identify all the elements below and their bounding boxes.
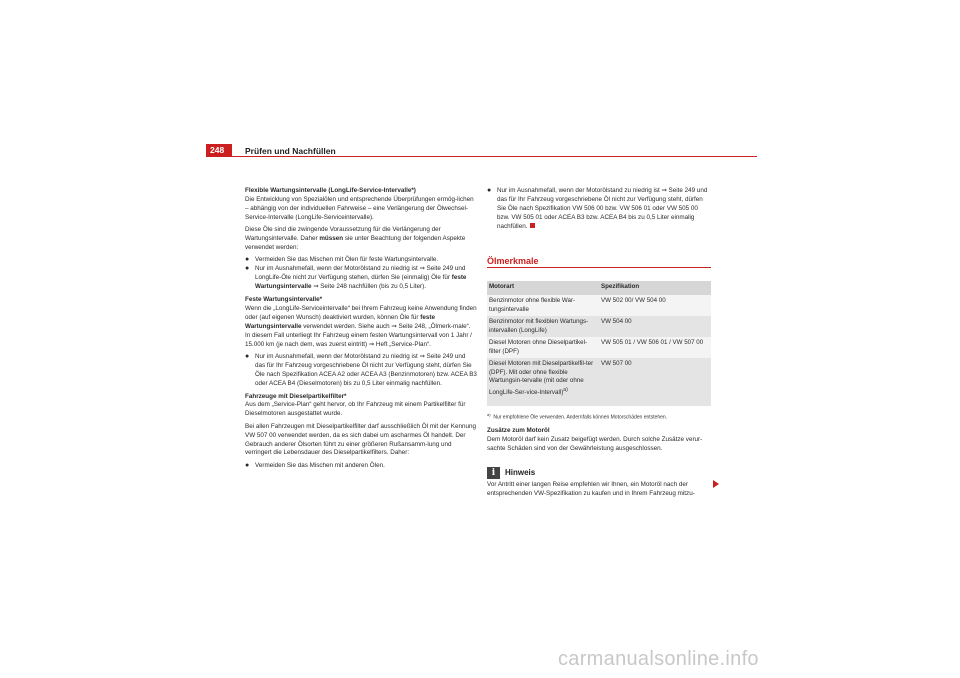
- paragraph: Aus dem „Service-Plan“ geht hervor, ob Ihr Fahrzeug mit einem Partikelfilter für Dieselmotoren ausgestattet wurde.: [245, 401, 466, 418]
- text: Wenn die „LongLife-Serviceintervalle“ bei Ihrem Fahrzeug keine Anwendung finden oder (auf eigenen Wunsch) deaktiviert wurden, können Öle für: [245, 304, 477, 321]
- note-text: Vor Antritt einer langen Reise empfehlen wir Ihnen, ein Motoröl nach der entsprechenden VW-Spezifikation zu kaufen und in Ihrem Fahrzeug mitzu-: [487, 481, 695, 497]
- bullet-item: [245, 256, 477, 265]
- cell-spec: VW 504 00: [599, 316, 711, 337]
- cell-motor: Benzinmotor ohne flexible War-tungsintervalle: [487, 295, 599, 316]
- paragraph: Die Entwicklung von Spezialölen und entsprechende Überprüfungen ermög-lichen – abhängig von der individuellen Fahrweise – eine Verlängerung der Ölwechsel-Service-Intervalle (LongLife-Serviceintervalle).: [245, 195, 474, 221]
- right-column-top: [487, 187, 711, 232]
- oil-spec-table: [487, 281, 711, 406]
- footnote-mark: a): [487, 412, 491, 417]
- cell-spec: VW 505 01 / VW 506 01 / VW 507 00: [599, 337, 711, 358]
- bullet-text: Nur im Ausnahmefall, wenn der Motorölstand zu niedrig ist ⇒ Seite 249 und das für Ihr Fahrzeug vorgeschriebene Öl nicht zur Verfügung steht, dürfen Sie Öle nach Spezifikation VW 506 00 bzw. VW 506 01 oder VW 505 00 bzw. VW 505 01 oder ACEA B3 bzw. ACEA B4 bis zu 0,5 Liter einmalig nachfüllen.: [497, 187, 708, 230]
- bullet-item: [245, 265, 477, 292]
- text: Diese Öle sind die zwingende Voraussetzung für die Verlängerung der Wartungsintervalle. Daher: [245, 226, 441, 243]
- table-row: [487, 337, 711, 358]
- bullet-text: Vermeiden Sie das Mischen mit Ölen für feste Wartungsintervalle.: [255, 256, 439, 264]
- oil-specs-rule: [487, 267, 711, 268]
- note-title: Hinweis: [505, 467, 536, 477]
- heading-fixed-intervals: Feste Wartungsintervalle*: [245, 295, 323, 303]
- note-header: [487, 467, 713, 479]
- cell-motor: Benzinmotor mit flexiblen Wartungs-intervallen (LongLife): [487, 316, 599, 337]
- cell-spec: VW 507 00: [599, 358, 711, 406]
- bullet-text: Vermeiden Sie das Mischen mit anderen Ölen.: [255, 461, 385, 469]
- continue-arrow-icon: [713, 480, 719, 488]
- bullet-text: Nur im Ausnahmefall, wenn der Motorölstand zu niedrig ist ⇒ Seite 249 und das für Ihr Fahrzeug vorgeschriebene Öl nicht zur Verfügung steht, dürfen Sie Öle nach Spezifikation ACEA A2 oder ACEA A3 (Benzinmotoren) bzw. ACEA B3 oder ACEA B4 (Dieselmotoren) bis zu 0,5 Liter einmalig nachfüllen.: [255, 352, 477, 387]
- bullet-icon: ●: [245, 352, 250, 360]
- paragraph: [245, 305, 477, 350]
- column-header-motor: Motorart: [487, 281, 599, 295]
- bullet-icon: ●: [487, 187, 492, 194]
- column-header-spec: Spezifikation: [599, 281, 711, 295]
- info-icon: i: [487, 467, 500, 479]
- bullet-item: [487, 187, 711, 232]
- bullet-item: [245, 353, 477, 389]
- bullet-icon: ●: [245, 256, 250, 264]
- note-section: [487, 467, 713, 499]
- emphasis: feste Wartungsintervalle: [245, 313, 435, 330]
- section-title: Prüfen und Nachfüllen: [245, 146, 336, 156]
- bullet-text: ⇒ Seite 248 nachfüllen (bis zu 0,5 Liter).: [311, 283, 426, 291]
- emphasis: müssen: [319, 235, 344, 243]
- heading-dpf: Fahrzeuge mit Dieselpartikelfilter*: [245, 392, 347, 400]
- table-row: [487, 358, 711, 406]
- end-marker-icon: [530, 223, 535, 228]
- text: verwendet werden. Siehe auch ⇒ Seite 248, „Ölmerk-male“. In diesem Fall unterliegt Ihr Fahrzeug einem festen Wartungsintervall von 1 Jahr / 15.000 km (je nach dem, was zuerst eintritt) ⇒ Heft „Service-Plan“.: [245, 322, 472, 348]
- additives-text: Dem Motoröl darf kein Zusatz beigefügt werden. Durch solche Zusätze verur-sachte Schäden sind von der Gewährleistung ausgeschlossen.: [487, 435, 703, 452]
- footnote-ref: a): [563, 386, 568, 393]
- watermark: carmanualsonline.info: [558, 648, 759, 670]
- left-column: [245, 187, 477, 471]
- bullet-item: [245, 462, 477, 471]
- heading-flexible-intervals: Flexible Wartungsintervalle (LongLife-Service-Intervalle*): [245, 187, 416, 194]
- cell-spec: VW 502 00/ VW 504 00: [599, 295, 711, 316]
- emphasis: feste Wartungsintervalle: [255, 274, 467, 291]
- cell-motor-text: Diesel Motoren mit Dieselpartikelfil-ter (DPF). Mit oder ohne flexible Wartungsin-tervalle (mit oder ohne LongLife-Ser-vice-Intervall): [489, 360, 594, 396]
- cell-motor: Diesel Motoren ohne Dieselpartikel-filter (DPF): [487, 337, 599, 358]
- bullet-text: Nur im Ausnahmefall, wenn der Motorölstand zu niedrig ist ⇒ Seite 249 und LongLife-Öle nicht zur Verfügung stehen, dürfen Sie (einmalig) Öle für: [255, 265, 466, 282]
- additives-heading: Zusätze zum Motoröl: [487, 427, 550, 434]
- table-row: [487, 295, 711, 316]
- bullet-icon: ●: [245, 461, 250, 469]
- table-header-row: [487, 281, 711, 295]
- oil-specs-title: Ölmerkmale: [487, 256, 539, 266]
- footnote-text: Nur empfohlene Öle verwenden. Andernfalls können Motorschäden entstehen.: [493, 414, 668, 421]
- paragraph: [245, 226, 477, 253]
- additives-section: [487, 427, 713, 454]
- table-row: [487, 316, 711, 337]
- bullet-icon: ●: [245, 265, 250, 273]
- table-footnote: [487, 412, 667, 421]
- header-rule: [206, 156, 757, 157]
- cell-motor: [487, 358, 599, 406]
- paragraph: Bei allen Fahrzeugen mit Dieselpartikelfilter darf ausschließlich Öl mit der Kennung VW 507 00 verwendet werden, da es sich dabei um ascharmes Öl handelt. Der Gebrauch anderer Ölsorten führt zu einer größeren Rußansamm-lung und verringert die Lebensdauer des Dieselpartikelfilters. Daher:: [245, 422, 476, 457]
- page-number: 248: [206, 144, 232, 157]
- text: sie unter Beachtung der folgenden Aspekte verwendet werden:: [245, 235, 466, 251]
